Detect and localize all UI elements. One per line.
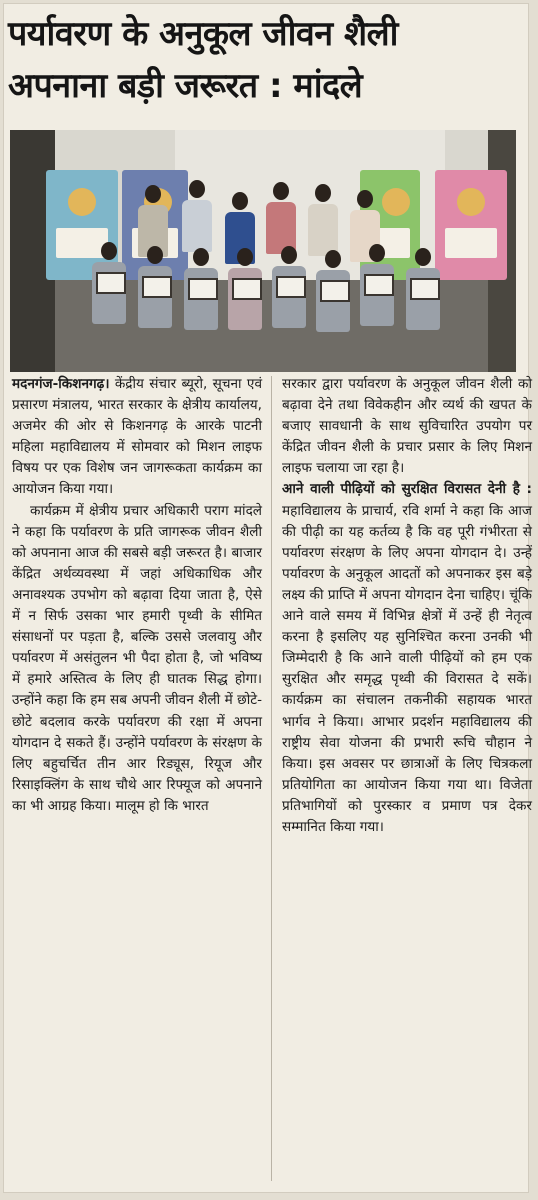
article-photo [10,130,516,372]
column-divider [271,376,272,1181]
article-paragraph [12,374,262,501]
subheading: आने वाली पीढ़ियों को सुरक्षित विरासत देनी है : [282,481,532,498]
student-with-certificate [272,246,306,328]
student-with-certificate [360,244,394,326]
paragraph-text: केंद्रीय संचार ब्यूरो, सूचना एवं प्रसारण मंत्रालय, भारत सरकार के क्षेत्रीय कार्यालय, अजमेर की ओर से किशनगढ़ के आरके पाटनी महिला महाविद्यालय में सोमवार को मिशन लाइफ विषय पर एक विशेष जन जागरूकता कार्यक्रम का आयोजन किया गया। [12,376,262,498]
dateline: मदनगंज-किशनगढ़। [12,376,110,392]
student-with-certificate [138,246,172,328]
mission-life-standee [435,170,507,280]
article-paragraph: कार्यक्रम में क्षेत्रीय प्रचार अधिकारी पराग मांदले ने कहा कि पर्यावरण के प्रति जागरूक जीवन शैली को अपनाना आज की सबसे बड़ी जरूरत है। बाजार केंद्रित अर्थव्यवस्था में जहां अधिकाधिक और अनावश्यक उपभोग को बढ़ावा दिया जाता है, ऐसे में न सिर्फ उसका भार हमारी पृथ्वी के सीमित संसाधनों पर पड़ता है, बल्कि उससे जलवायु और पर्यावरण में असंतुलन भी पैदा होता है, जो भविष्य में हमारे अस्तित्व के लिए ही घातक सिद्ध होगा। उन्होंने कहा कि हम सब अपनी जीवन शैली में छोटे-छोटे बदलाव करके पर्यावरण की रक्षा में अपना योगदान दे सकते हैं। उन्होंने पर्यावरण के संरक्षण के लिए बहुचर्चित तीन आर रिड्यूस, रियूज और रिसाइक्लिंग के साथ चौथे आर रिफ्यूज को अपनाने का भी आग्रह किया। मालूम हो कि भारत [12,502,262,814]
article-paragraph: सरकार द्वारा पर्यावरण के अनुकूल जीवन शैली को बढ़ावा देने तथा विवेकहीन और व्यर्थ की खपत के बजाए सावधानी के साथ सुविचारित उपयोग पर केंद्रित जीवन शैली के प्रचार प्रसार के लिए मिशन लाइफ चलाया जा रहा है। [282,376,532,477]
guest-figure [182,180,212,252]
student-with-certificate [184,248,218,330]
paragraph-text: महाविद्यालय के प्राचार्य, रवि शर्मा ने कहा कि आज की पीढ़ी का यह कर्तव्य है कि वह पूरी गंभीरता से पर्यावरण संरक्षण के लिए अपना योगदान दे। उन्हें पर्यावरण के अनुकूल आदतों को अपनाकर इस बड़े लक्ष्य की प्राप्ति में अपना योगदान देना चाहिए। चूंकि आने वाले समय में विभिन्न क्षेत्रों में उन्हें ही नेतृत्व करना है इसलिए यह सुनिश्चित करना उनकी भी जिम्मेदारी है कि आने वाली पीढ़ियों को हम एक सुरक्षित और समृद्ध पृथ्वी की विरासत दे सकें। कार्यक्रम का संचालन तकनीकी सहायक भारत भार्गव ने किया। आभार प्रदर्शन महाविद्यालय की राष्ट्रीय सेवा योजना की प्रभारी रूचि चौहान ने किया। इस अवसर पर छात्राओं के लिए चित्रकला प्रतियोगिता का आयोजन किया गया था। विजेता प्रतिभागियों को पुरस्कार व प्रमाण पत्र देकर सम्मानित किया गया। [282,502,532,835]
guest-figure [308,184,338,256]
article-left-column [12,374,262,817]
article-right-column [282,374,532,838]
student-with-certificate [92,242,126,324]
student-with-certificate [406,248,440,330]
student-with-certificate [228,248,262,330]
headline-line-2: अपनाना बड़ी जरूरत : मांदले [8,66,363,106]
article-headline [8,8,518,112]
student-with-certificate [316,250,350,332]
guest-figure [266,182,296,254]
article-paragraph [282,479,532,838]
headline-line-1: पर्यावरण के अनुकूल जीवन शैली [8,14,398,54]
